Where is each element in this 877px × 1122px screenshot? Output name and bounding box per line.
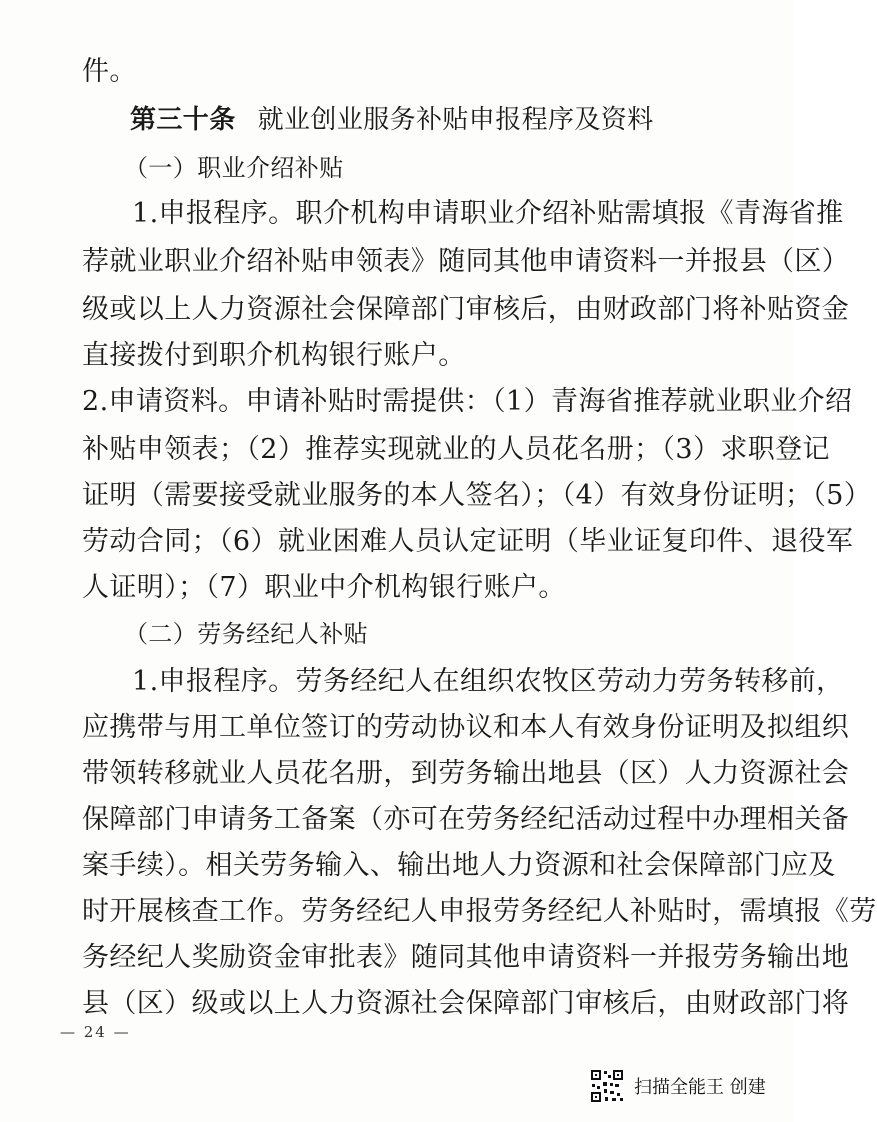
- text-line-9: 补贴申领表；（2）推荐实现就业的人员花名册；（3）求职登记: [82, 434, 830, 465]
- text-line-11: 劳动合同；（6）就业困难人员认定证明（毕业证复印件、退役军: [82, 526, 854, 557]
- text-line-8: 2.申请资料。申请补贴时需提供：（1）青海省推荐就业职业介绍: [82, 386, 853, 417]
- section-heading-1: （一）职业介绍补贴: [124, 154, 344, 182]
- text-line-17: 保障部门申请务工备案（亦可在劳务经纪活动过程中办理相关备: [82, 804, 850, 835]
- text-line-7: 直接拨付到职介机构银行账户。: [82, 340, 466, 371]
- scanner-watermark: [590, 1067, 766, 1105]
- text-line-6: 级或以上人力资源社会保障部门审核后，由财政部门将补贴资金: [82, 294, 850, 325]
- page-number: — 24 —: [60, 1023, 131, 1041]
- text-line-1: 件。: [82, 56, 137, 87]
- text-line-18: 案手续）。相关劳务输入、输出地人力资源和社会保障部门应及: [82, 850, 836, 881]
- text-line-10: 证明（需要接受就业服务的本人签名）；（4）有效身份证明；（5）: [82, 480, 872, 511]
- qr-code-icon: [590, 1069, 624, 1103]
- watermark-text: 扫描全能王 创建: [634, 1077, 766, 1098]
- text-line-14: 1.申报程序。劳务经纪人在组织农牧区劳动力劳务转移前，: [132, 666, 844, 697]
- text-line-19: 时开展核查工作。劳务经纪人申报劳务经纪人补贴时，需填报《劳: [82, 896, 877, 927]
- text-line-15: 应携带与用工单位签订的劳动协议和本人有效身份证明及拟组织: [82, 712, 850, 743]
- text-line-12: 人证明）；（7）职业中介机构银行账户。: [82, 572, 566, 603]
- text-line-4: 1.申报程序。职介机构申请职业介绍补贴需填报《青海省推: [132, 198, 844, 229]
- article-heading: [130, 98, 790, 142]
- text-line-20: 务经纪人奖励资金审批表》随同其他申请资料一并报劳务输出地: [82, 942, 850, 973]
- text-line-21: 县（区）级或以上人力资源社会保障部门审核后，由财政部门将: [82, 988, 850, 1019]
- article-number: 第三十条: [130, 105, 236, 135]
- article-title: 就业创业服务补贴申报程序及资料: [257, 105, 654, 135]
- text-line-16: 带领转移就业人员花名册，到劳务输出地县（区）人力资源社会: [82, 758, 850, 789]
- text-line-5: 荐就业职业介绍补贴申领表》随同其他申请资料一并报县（区）: [82, 246, 850, 277]
- section-heading-2: （二）劳务经纪人补贴: [124, 620, 368, 648]
